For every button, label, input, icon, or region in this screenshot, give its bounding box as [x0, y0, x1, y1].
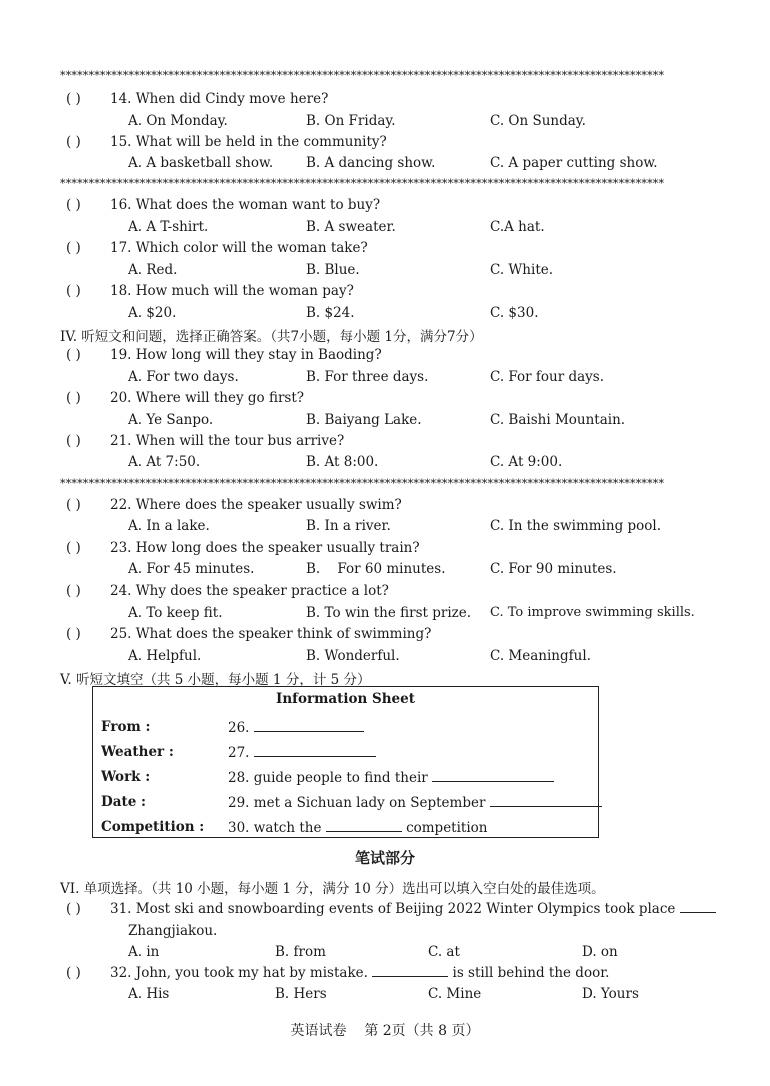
option-a: A. To keep fit.	[128, 605, 223, 621]
option-a: A. For two days.	[128, 369, 239, 385]
answer-paren[interactable]: ( )	[66, 583, 81, 599]
option-a: A. At 7:50.	[128, 454, 201, 470]
option-b: B. $24.	[306, 305, 355, 321]
answer-paren[interactable]: ( )	[66, 540, 81, 556]
option-b: B. For three days.	[306, 369, 429, 385]
option-a: A. in	[128, 944, 160, 960]
answer-paren[interactable]: ( )	[66, 390, 81, 406]
option-a: A. A basketball show.	[128, 155, 274, 171]
question-20: ( ) 20. Where will they go first?	[66, 390, 305, 406]
option-c: C. Baishi Mountain.	[490, 412, 626, 428]
question-31-continuation: Zhangjiakou.	[128, 923, 218, 939]
answer-paren[interactable]: ( )	[66, 240, 81, 256]
option-c: C. In the swimming pool.	[490, 518, 662, 534]
option-a: A. His	[128, 986, 170, 1002]
question-22: ( ) 22. Where does the speaker usually swim?	[66, 497, 402, 513]
question-23: ( ) 23. How long does the speaker usually train?	[66, 540, 420, 556]
option-b: B. In a river.	[306, 518, 391, 534]
option-c: C. At 9:00.	[490, 454, 563, 470]
option-c: C. at	[428, 944, 460, 960]
answer-blank-29[interactable]	[490, 794, 602, 807]
answer-blank-32[interactable]	[372, 964, 448, 977]
row-value-date: 29. met a Sichuan lady on September	[228, 794, 602, 811]
answer-blank-27[interactable]	[254, 744, 376, 757]
option-c: C. Mine	[428, 986, 482, 1002]
option-d: D. on	[582, 944, 618, 960]
row-value-competition: 30. watch the competition	[228, 820, 488, 836]
option-b: B. On Friday.	[306, 113, 396, 129]
option-a: A. On Monday.	[128, 113, 228, 129]
option-c: C. For 90 minutes.	[490, 561, 617, 577]
question-21: ( ) 21. When will the tour bus arrive?	[66, 433, 345, 449]
section-4-heading: IV. 听短文和问题，选择正确答案。（共7小题，每小题 1分，满分7分）	[60, 329, 483, 345]
option-c: C. White.	[490, 262, 554, 278]
option-a: A. Red.	[128, 262, 178, 278]
option-b: B. Wonderful.	[306, 648, 400, 664]
option-b: B. A sweater.	[306, 219, 396, 235]
question-18: ( ) 18. How much will the woman pay?	[66, 283, 354, 299]
row-label-date: Date :	[101, 794, 146, 810]
option-b: B. For 60 minutes.	[306, 561, 446, 577]
option-b: B. from	[275, 944, 326, 960]
option-c: C.A hat.	[490, 219, 545, 235]
answer-paren[interactable]: ( )	[66, 283, 81, 299]
question-24: ( ) 24. Why does the speaker practice a lot?	[66, 583, 389, 599]
option-b: B. At 8:00.	[306, 454, 379, 470]
row-label-competition: Competition :	[101, 819, 205, 835]
row-value-from: 26.	[228, 719, 364, 736]
option-c: C. $30.	[490, 305, 539, 321]
option-c: C. A paper cutting show.	[490, 155, 658, 171]
answer-paren[interactable]: ( )	[66, 347, 81, 363]
section-6-heading: VI. 单项选择。（共 10 小题，每小题 1 分，满分 10 分）选出可以填入空白处的最佳选项。	[60, 881, 605, 897]
option-c: C. Meaningful.	[490, 648, 591, 664]
option-a: A. Helpful.	[128, 648, 202, 664]
question-16: ( ) 16. What does the woman want to buy?	[66, 197, 381, 213]
question-15: ( ) 15. What will be held in the community?	[66, 134, 387, 150]
option-d: D. Yours	[582, 986, 639, 1002]
written-part-heading: 笔试部分	[354, 849, 415, 867]
row-value-work: 28. guide people to find their	[228, 769, 554, 786]
question-17: ( ) 17. Which color will the woman take?	[66, 240, 368, 256]
option-a: A. In a lake.	[128, 518, 210, 534]
row-value-weather: 27.	[228, 744, 376, 761]
option-c: C. On Sunday.	[490, 113, 586, 129]
answer-blank-26[interactable]	[254, 719, 364, 732]
section-5-heading: V. 听短文填空（共 5 小题，每小题 1 分，计 5 分）	[60, 672, 371, 688]
answer-paren[interactable]: ( )	[66, 965, 81, 981]
row-label-weather: Weather :	[101, 744, 174, 760]
answer-paren[interactable]: ( )	[66, 91, 81, 107]
question-19: ( ) 19. How long will they stay in Baoding?	[66, 347, 382, 363]
answer-paren[interactable]: ( )	[66, 626, 81, 642]
answer-paren[interactable]: ( )	[66, 901, 81, 917]
option-b: B. Hers	[275, 986, 327, 1002]
row-label-from: From :	[101, 719, 151, 735]
question-14: ( ) 14. When did Cindy move here?	[66, 91, 329, 107]
sheet-title: Information Sheet	[276, 691, 415, 707]
option-c: C. For four days.	[490, 369, 605, 385]
option-a: A. A T-shirt.	[128, 219, 209, 235]
option-b: B. To win the first prize.	[306, 605, 472, 621]
option-a: A. For 45 minutes.	[128, 561, 255, 577]
row-label-work: Work :	[101, 769, 151, 785]
option-a: A. Ye Sanpo.	[128, 412, 214, 428]
answer-paren[interactable]: ( )	[66, 134, 81, 150]
option-a: A. $20.	[128, 305, 177, 321]
answer-blank-30[interactable]	[326, 819, 402, 832]
question-25: ( ) 25. What does the speaker think of swimming?	[66, 626, 432, 642]
separator-stars: **********************************************************************************************************	[60, 70, 665, 82]
option-b: B. A dancing show.	[306, 155, 436, 171]
question-31: ( ) 31. Most ski and snowboarding events of Beijing 2022 Winter Olympics took place	[66, 900, 716, 917]
answer-paren[interactable]: ( )	[66, 497, 81, 513]
option-b: B. Blue.	[306, 262, 360, 278]
question-32: ( ) 32. John, you took my hat by mistake. is still behind the door.	[66, 965, 610, 981]
answer-paren[interactable]: ( )	[66, 197, 81, 213]
information-sheet	[92, 686, 599, 838]
option-b: B. Baiyang Lake.	[306, 412, 422, 428]
answer-blank-31[interactable]	[680, 900, 716, 913]
separator-stars: **********************************************************************************************************	[60, 478, 665, 490]
option-c: C. To improve swimming skills.	[490, 605, 695, 620]
answer-blank-28[interactable]	[432, 769, 554, 782]
answer-paren[interactable]: ( )	[66, 433, 81, 449]
separator-stars: **********************************************************************************************************	[60, 178, 665, 190]
page-footer: 英语试卷 第 2页（共 8 页）	[290, 1023, 480, 1039]
